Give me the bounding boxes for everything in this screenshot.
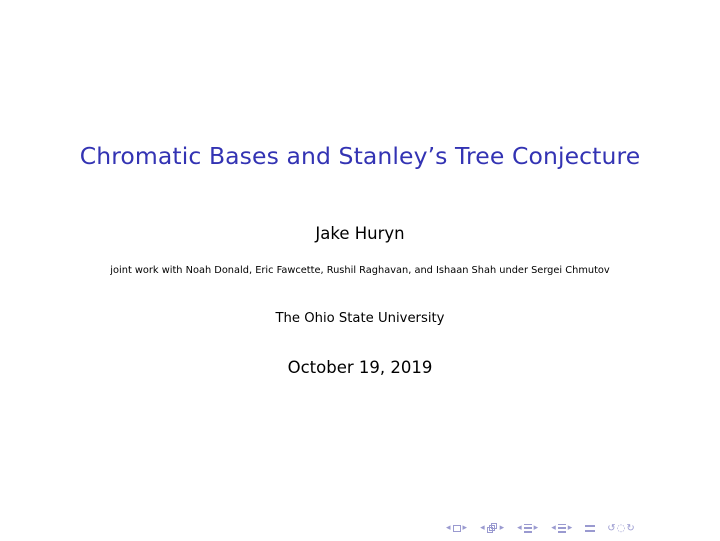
slide-icon[interactable] bbox=[453, 525, 461, 532]
search-icon[interactable]: ◌ bbox=[616, 522, 626, 534]
document-icon[interactable] bbox=[585, 525, 595, 532]
nav-left-arrow-icon[interactable]: ◂ bbox=[446, 523, 451, 533]
frames-icon[interactable] bbox=[487, 523, 498, 533]
nav-section-group bbox=[550, 522, 573, 534]
beamer-navigation-bar bbox=[445, 521, 635, 535]
nav-subsection-group bbox=[516, 522, 539, 534]
redo-icon[interactable]: ↻ bbox=[626, 522, 635, 534]
nav-right-arrow-icon[interactable]: ▸ bbox=[567, 523, 573, 533]
nav-right-arrow-icon[interactable]: ▸ bbox=[462, 523, 468, 533]
nav-left-arrow-icon[interactable]: ◂ bbox=[551, 523, 556, 533]
nav-right-arrow-icon[interactable]: ▸ bbox=[533, 523, 539, 533]
nav-left-arrow-icon[interactable]: ◂ bbox=[517, 523, 522, 533]
collaborators-line: joint work with Noah Donald, Eric Fawcette, Rushil Raghavan, and Ishaan Shah under Sergei Chmutov bbox=[110, 265, 610, 276]
nav-right-arrow-icon[interactable]: ▸ bbox=[499, 523, 505, 533]
section-icon[interactable] bbox=[558, 524, 566, 533]
nav-left-arrow-icon[interactable]: ◂ bbox=[480, 523, 485, 533]
author-name: Jake Huryn bbox=[315, 224, 405, 243]
presentation-date: October 19, 2019 bbox=[287, 358, 433, 377]
nav-slide-group bbox=[445, 522, 468, 534]
undo-icon[interactable]: ↺ bbox=[607, 522, 616, 534]
institute-name: The Ohio State University bbox=[275, 311, 445, 326]
slide-title: Chromatic Bases and Stanley’s Tree Conjecture bbox=[79, 142, 641, 170]
subsection-icon[interactable] bbox=[524, 524, 532, 533]
nav-frame-group bbox=[479, 522, 505, 534]
nav-document-group bbox=[584, 525, 596, 532]
nav-search-group bbox=[607, 523, 635, 534]
